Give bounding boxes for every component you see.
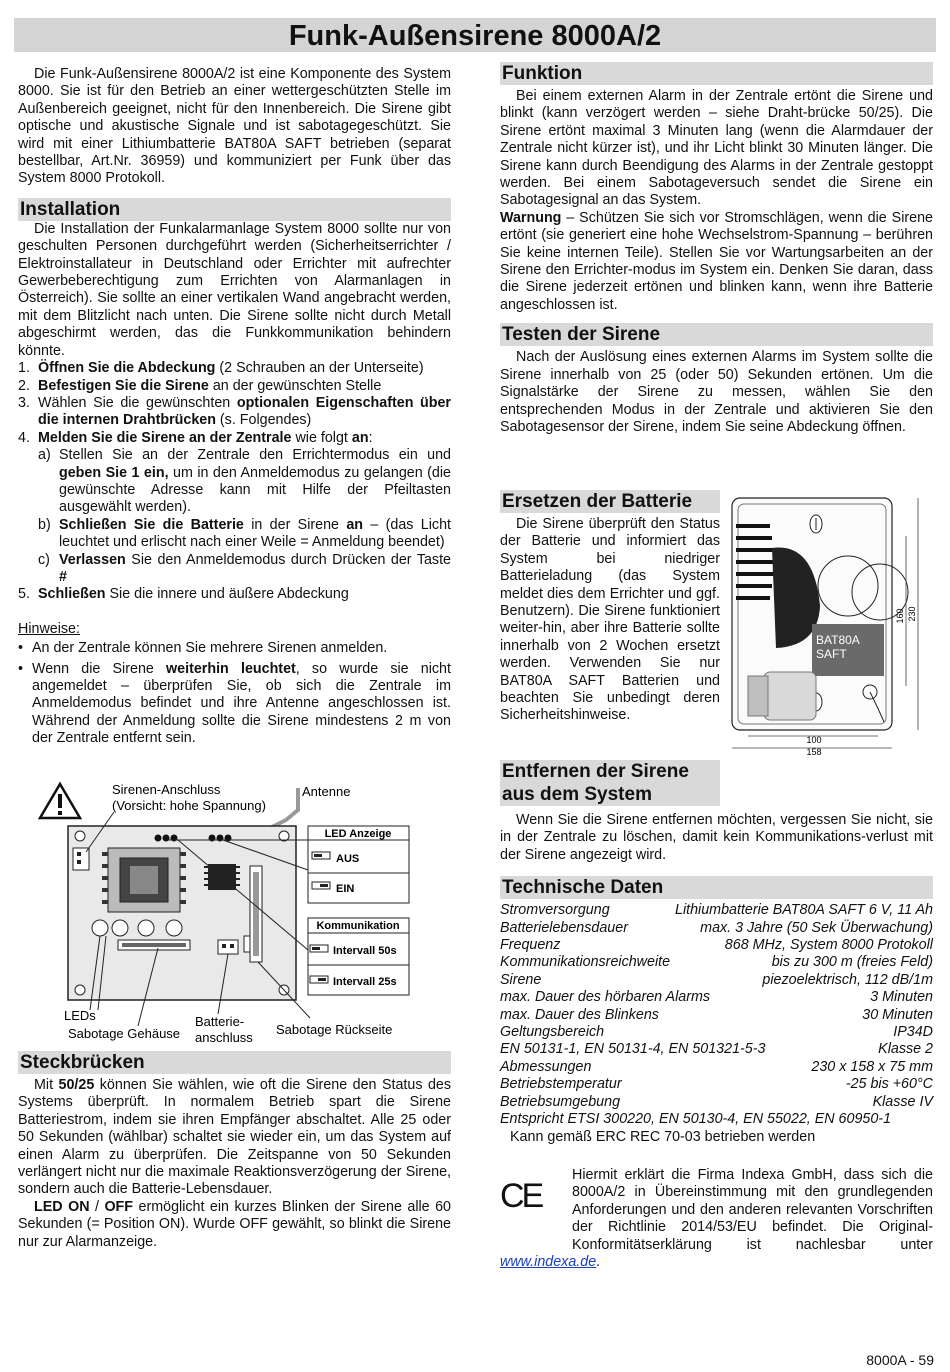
tech-row [500,1059,933,1076]
tech-label: Betriebstemperatur [500,1076,622,1093]
tech-label: Betriebsumgebung [500,1093,621,1110]
conformity-tail: . [596,1254,601,1271]
step-text: wie folgt [291,429,352,446]
led-on-label: EIN [336,883,355,895]
mounting-hole [75,985,85,995]
jumper-off-icon [312,852,330,859]
battery-label-2: anschluss [195,1030,253,1045]
comm-50-label: Intervall 50s [333,945,397,957]
battery-paragraph: Die Sirene überprüft den Status der Batterie und informiert das System bei niedriger Batterieladung (das System meldet dies dem Errichter und ggf. Benutzern). Die Sirene funktioniert weiter-hin, aber ihre Batterie sollte innerhalb von 2 Wochen ersetzt werden. Verwenden Sie nur BAT80A SAFT Batterien und beachten Sie unbedingt deren Sicherheitshinweise. [500,516,720,724]
tech-heading: Technische Daten [500,876,933,899]
substep-bold: geben Sie 1 ein, [59,464,169,481]
tech-value: bis zu 300 m (freies Feld) [771,954,933,971]
battery-pack-label-2: SAFT [816,647,847,661]
step-number: 1. [18,360,30,377]
substep-a [18,447,451,517]
installation-steps [18,360,451,447]
tech-label: Stromversorgung [500,902,610,919]
tech-value: 868 MHz, System 8000 Protokoll [724,937,933,954]
removal-heading-block [500,760,720,806]
function-paragraph: Bei einem externen Alarm in der Zentrale ertönt die Sirene und blinkt (kann verzögert werden – siehe Draht-brücke 50/25). Die Sirene ertönt maximal 3 Minuten lang (wenn die Alarmdauer der Zentrale nicht kürzer ist), und ihr Licht blinkt 30 Minuten länger. Die Sirene kann durch Beendigung des Alarms in der Zentrale gestoppt werden. Bei einem Sabotageversuch sendet die Sirene ein Sabotagesignal an das System. [500,88,933,209]
battery-section [500,490,720,725]
note-2 [18,661,451,748]
jumpers-section [18,1051,451,1251]
step-number: 2. [18,377,30,394]
ce-mark: CE [500,1177,542,1215]
notes-heading: Hinweise: [18,620,80,637]
testing-paragraph: Nach der Auslösung eines externen Alarms im System sollte die Sirene innerhalb von 25 (oder 50) Sekunden ertönen. Um die Signalstärke der Sirene zu messen, wählen Sie den entsprechenden Modus in der Zentrale und aktivieren Sie den Sabotagesensor der Sirene, indem Sie seine Abdeckung öffnen. [500,349,933,435]
substep-text: um in den Anmeldemodus zu gelangen (die gewünschte Adresse kann mit Hilfe der Pfeiltasten ausgewählt werden). [59,464,451,516]
tamper-back-label: Sabotage Rückseite [276,1022,393,1037]
step-text: Wählen Sie die gewünschten [38,394,237,411]
step-bold: Befestigen Sie die Sirene [38,377,209,394]
step-bold: Schließen [38,586,106,603]
communication-table [308,918,409,995]
function-heading: Funktion [500,62,933,85]
jumpers-bold: OFF [104,1198,134,1215]
tech-row [500,954,933,971]
connector-note: (Vorsicht: hohe Spannung) [112,798,266,813]
warning-icon [40,784,80,818]
note-bold: weiterhin leuchtet [166,660,296,677]
note-text: , so wurde sie nicht angemeldet – überprüfen Sie, ob sich die Zentrale im Anmeldemodus befindet und ihre Antenne angeschlossen ist. Während der Anmeldung sollte die Sirene mindestens 2 m von der Zentrale entfernt sein. [32,660,451,747]
jumpers-heading: Steckbrücken [18,1051,451,1074]
substep-letter: a) [38,447,51,464]
removal-heading-2: aus dem System [500,783,720,806]
step-4 [18,430,451,447]
substep-b [18,517,451,552]
jumpers-text: Mit [34,1077,59,1093]
step-bold: optionalen Eigenschaften über die internen Drahtbrücken [38,394,452,429]
led-heading: LED Anzeige [324,828,392,840]
step-text: Sie die innere und äußere Abdeckung [105,586,349,603]
tech-value: Klasse IV [872,1093,933,1110]
step-1 [18,360,451,377]
dim-230: 230 [907,606,917,622]
tech-row [500,1024,933,1041]
tech-table [500,902,933,1111]
tech-row [500,1076,933,1093]
step-bold: Öffnen Sie die Abdeckung [38,360,216,377]
led-off-label: AUS [336,853,360,865]
conformity-section [500,1167,933,1271]
step-2 [18,378,451,395]
substep-bold: Schließen Sie die Batterie [59,516,244,533]
leds-label: LEDs [64,1008,96,1023]
tech-value: Klasse 2 [878,1041,933,1058]
conformity-paragraph [500,1167,933,1271]
jumpers-bold: 50/25 [58,1077,95,1093]
substep-bold: Verlassen [59,551,126,568]
connector-label: Sirenen-Anschluss [112,782,221,797]
jumper-50-icon [310,945,328,952]
jumpers-text: können Sie wählen, wie oft die Sirene den Status des Systems überprüft. In normalem Betrieb spart die Sirene Batteriestrom, indem sie ihren Empfänger abschaltet. Alle 25 oder 50 Sekunden (wählbar) schaltet sie wieder ein, um das System auf einen Alarm zu überprüfen. Die Zeitspanne von 50 Sekunden verlängert nicht nur die maximale Reaktionsverzögerung der Sirene, sondern auch die Batterie-Lebensdauer. [18,1077,451,1198]
tech-label: Frequenz [500,937,561,954]
jumpers-text: ermöglicht ein kurzes Blinken der Sirene alle 60 Sekunden (= Position ON). Wurde OFF gewählt, so blinkt die Sirene nur zur Alarmanzeige. [18,1198,451,1250]
substep-bold: # [59,568,67,585]
step-3 [18,395,451,430]
dim-160: 160 [895,608,905,624]
tech-label: Kommunikationsreichweite [500,954,671,971]
substep-letter: b) [38,516,51,533]
jumpers-text: / [89,1198,105,1215]
jumpers-bold: LED ON [34,1198,90,1215]
battery-label-1: Batterie- [195,1014,245,1029]
warning-paragraph [500,210,933,314]
tech-label: Abmessungen [500,1058,592,1075]
substep-letter: c) [38,551,50,568]
substep-c [18,552,451,587]
siren-housing-diagram [728,496,938,758]
mounting-hole [75,831,85,841]
battery-heading: Ersetzen der Batterie [500,490,720,513]
dim-158: 158 [806,747,822,757]
dim-100: 100 [806,735,822,745]
led-indicator-table [308,826,409,903]
testing-heading: Testen der Sirene [500,323,933,346]
tech-row [500,989,933,1006]
tamper-case-label: Sabotage Gehäuse [68,1026,181,1041]
removal-section [500,812,933,1146]
step-bold: an [351,429,369,446]
tech-value: -25 bis +60°C [845,1076,933,1093]
conformity-text: Hiermit erklärt die Firma Indexa GmbH, dass sich die 8000A/2 in Übereinstimmung mit den grundlegenden Anforderungen und den anderen relevanten Vorschriften der Richtlinie 2014/53/EU befindet. Die Original-Konformitätserklärung ist nachlesbar unter [572,1167,933,1253]
installation-substeps [18,447,451,586]
tech-standards: Entspricht ETSI 300220, EN 50130-4, EN 55022, EN 60950-1 [500,1111,892,1128]
tech-row [500,902,933,919]
tech-label: Sirene [500,971,542,988]
removal-paragraph: Wenn Sie die Sirene entfernen möchten, vergessen Sie nicht, sie in der Zentrale zu löschen, damit kein Kommunikations-verlust mit der Sirene angezeigt wird. [500,812,933,863]
tech-value: max. 3 Jahre (50 Sek Überwachung) [700,919,933,936]
warning-bold: Warnung [500,209,562,226]
removal-heading-1: Entfernen der Sirene [500,760,720,783]
tech-row [500,972,933,989]
installation-steps-end [18,586,451,603]
step-text: : [368,429,373,446]
screw-hole [810,515,822,533]
jumpers-paragraph-2 [18,1199,451,1251]
substep-text: – (das Licht leuchtet und erlischt nach einer Weile = Anmeldung beendet) [59,516,451,551]
tech-row [500,1094,933,1111]
note-1: • An der Zentrale können Sie mehrere Sirenen anmelden. [18,640,451,657]
step-bold: Melden Sie die Sirene an der Zentrale [38,429,292,446]
step-text: (2 Schrauben an der Unterseite) [215,360,424,377]
tech-value: 30 Minuten [862,1006,933,1023]
step-number: 4. [18,429,30,446]
substep-text: Stellen Sie an der Zentrale den Errichtermodus ein und [59,447,451,464]
right-column [500,62,933,436]
page-title: Funk-Außensirene 8000A/2 [14,18,936,52]
antenna-wire [266,788,298,830]
page-number: 8000A - 59 [866,1352,934,1368]
tech-label: max. Dauer des Blinkens [500,1006,659,1023]
comm-25-label: Intervall 25s [333,976,397,988]
comm-heading: Kommunikation [316,920,400,932]
step-number: 5. [18,586,30,603]
step-number: 3. [18,394,30,411]
tech-row [500,920,933,937]
jumpers-paragraph-1 [18,1077,451,1199]
substep-bold: an [346,516,364,533]
tech-row [500,1041,933,1058]
antenna-label: Antenne [302,784,351,799]
installation-heading: Installation [18,198,451,221]
step-text: an der gewünschten Stelle [208,377,382,394]
tech-label: max. Dauer des hörbaren Alarms [500,989,711,1006]
jumper-on-icon [312,882,330,889]
tech-value: Lithiumbatterie BAT80A SAFT 6 V, 11 Ah [675,902,933,919]
indexa-link[interactable]: www.indexa.de [500,1254,597,1271]
tech-row [500,1007,933,1024]
battery-pack-label-1: BAT80A [816,633,860,647]
warning-text: – Schützen Sie sich vor Stromschlägen, wenn die Sirene ertönt (sie generiert eine hohe Wechselstrom-Spannung – berühren Sie keine internen Teile). Stellen Sie vor Wartungsarbeiten an der Sirene den Errichter-modus im System ein. Denken Sie daran, dass die Sirene jederzeit ertönen und blinken kann, wenn ihre Batterie angeschlossen ist. [500,209,933,313]
battery-connector [218,940,238,954]
tech-label: EN 50131-1, EN 50131-4, EN 501321-5-3 [500,1041,766,1058]
tech-row [500,937,933,954]
tech-value: 230 x 158 x 75 mm [811,1058,933,1075]
tech-label: Batterielebensdauer [500,919,628,936]
board-diagram [18,778,451,1050]
substep-text: Sie den Anmeldemodus durch Drücken der Taste [125,551,451,568]
left-column [18,66,451,748]
intro-paragraph: Die Funk-Außensirene 8000A/2 ist eine Komponente des System 8000. Sie ist für den Betrieb an einer wettergeschützten Stelle im Außenbereich geeignet, nicht für den Innenbereich. Die Sirene gibt optische und akustische Signale und ist sabotagegeschützt. Sie wird mit einer Lithiumbatterie BAT80A SAFT betrieben (separat bestellbar, Art.Nr. 36959) und kommuniziert per Funk über das System 8000 Protokoll. [18,66,451,187]
jumper-25-icon [310,976,328,983]
tech-value: 3 Minuten [870,989,933,1006]
installation-paragraph: Die Installation der Funkalarmanlage System 8000 sollte nur von geschulten Personen durchgeführt werden (Sicherheitserrichter / Elektroinstallateur in Deutschland oder Errichter mit aufrechter Gewerbeberechtigung zum Errichten von Alarmanlagen in Österreich). Sie sollte an einer vertikalen Wand angebracht werden, mit dem Blitzlicht nach unten. Die Sirene sollte nicht durch Metall abgeschirmt werden, das die Funkkommunikation behindern könnte. [18,220,451,359]
tech-erc: Kann gemäß ERC REC 70-03 betrieben werden [510,1128,816,1145]
flash-lamp [764,672,816,720]
step-text: (s. Folgendes) [215,412,312,429]
note-text: Wenn die Sirene [32,660,167,677]
tech-value: IP34D [893,1024,933,1041]
tech-label: Geltungsbereich [500,1024,605,1041]
step-5 [18,586,451,603]
substep-text: in der Sirene [243,516,347,533]
tech-value: piezoelektrisch, 112 dB/1m [762,971,933,988]
